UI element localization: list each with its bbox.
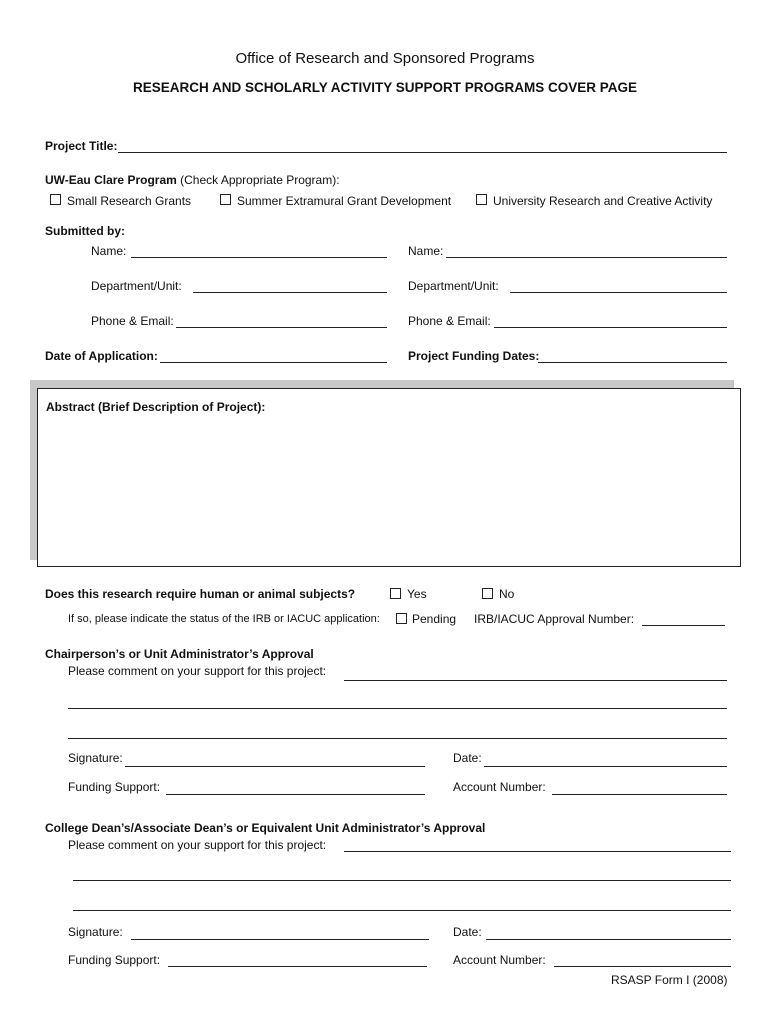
subjects-question: Does this research require human or animal subjects? xyxy=(45,587,356,601)
summer-grant-checkbox[interactable] xyxy=(220,194,231,205)
small-research-grants-label: Small Research Grants xyxy=(67,194,192,208)
project-title-label: Project Title: xyxy=(45,139,118,153)
abstract-label: Abstract (Brief Description of Project): xyxy=(46,400,266,414)
program-heading xyxy=(45,173,340,187)
pending-label: Pending xyxy=(412,612,457,626)
department-field-2[interactable] xyxy=(510,292,727,293)
chair-funding-field[interactable] xyxy=(166,794,425,795)
dean-funding-field[interactable] xyxy=(168,966,427,967)
small-research-grants-checkbox[interactable] xyxy=(50,194,61,205)
approval-number-label: IRB/IACUC Approval Number: xyxy=(474,612,635,626)
chair-account-label: Account Number: xyxy=(453,780,546,794)
abstract-shadow-top xyxy=(30,380,734,388)
chair-date-label: Date: xyxy=(453,751,482,765)
dean-account-label: Account Number: xyxy=(453,953,546,967)
dean-signature-field[interactable] xyxy=(131,939,429,940)
dean-approval-heading: College Dean’s/Associate Dean’s or Equivalent Unit Administrator’s Approval xyxy=(45,821,486,835)
chair-funding-label: Funding Support: xyxy=(68,780,161,794)
chair-signature-field[interactable] xyxy=(125,766,425,767)
project-funding-dates-label: Project Funding Dates: xyxy=(408,349,540,363)
project-funding-dates-field[interactable] xyxy=(538,362,727,363)
chair-approval-heading: Chairperson’s or Unit Administrator’s Approval xyxy=(45,647,314,661)
chair-comment-line-2[interactable] xyxy=(68,708,727,709)
abstract-shadow-left xyxy=(30,380,37,560)
pending-checkbox[interactable] xyxy=(396,613,407,624)
page-title: RESEARCH AND SCHOLARLY ACTIVITY SUPPORT PROGRAMS COVER PAGE xyxy=(132,80,638,95)
phone-email-label-1: Phone & Email: xyxy=(91,314,174,328)
department-label-2: Department/Unit: xyxy=(408,279,499,293)
no-checkbox[interactable] xyxy=(482,588,493,599)
chair-account-field[interactable] xyxy=(552,794,727,795)
program-label: UW-Eau Clare Program xyxy=(45,173,177,187)
dean-funding-label: Funding Support: xyxy=(68,953,161,967)
program-hint: (Check Appropriate Program): xyxy=(180,173,340,187)
chair-comment-line-1[interactable] xyxy=(344,680,727,681)
chair-signature-label: Signature: xyxy=(68,751,123,765)
phone-email-label-2: Phone & Email: xyxy=(408,314,491,328)
yes-checkbox[interactable] xyxy=(390,588,401,599)
date-of-application-field[interactable] xyxy=(160,362,387,363)
phone-email-field-2[interactable] xyxy=(494,327,727,328)
dean-comment-line-2[interactable] xyxy=(73,880,731,881)
office-title: Office of Research and Sponsored Programs xyxy=(235,50,535,67)
name-field-1[interactable] xyxy=(131,257,387,258)
yes-label: Yes xyxy=(407,587,427,601)
department-label-1: Department/Unit: xyxy=(91,279,182,293)
university-research-checkbox[interactable] xyxy=(476,194,487,205)
phone-email-field-1[interactable] xyxy=(176,327,387,328)
no-label: No xyxy=(499,587,515,601)
dean-comment-line-1[interactable] xyxy=(344,851,731,852)
name-label-2: Name: xyxy=(408,244,444,258)
date-of-application-label: Date of Application: xyxy=(45,349,158,363)
dean-comment-prompt: Please comment on your support for this project: xyxy=(68,838,327,852)
university-research-label: University Research and Creative Activity xyxy=(493,194,713,208)
name-field-2[interactable] xyxy=(446,257,727,258)
name-label-1: Name: xyxy=(91,244,127,258)
department-field-1[interactable] xyxy=(193,292,387,293)
chair-comment-prompt: Please comment on your support for this project: xyxy=(68,664,327,678)
form-identifier: RSASP Form I (2008) xyxy=(611,973,728,987)
summer-grant-label: Summer Extramural Grant Development xyxy=(237,194,452,208)
project-title-field[interactable] xyxy=(118,152,727,153)
dean-signature-label: Signature: xyxy=(68,925,123,939)
chair-comment-line-3[interactable] xyxy=(68,738,727,739)
chair-date-field[interactable] xyxy=(484,766,727,767)
dean-comment-line-3[interactable] xyxy=(73,910,731,911)
submitted-by-label: Submitted by: xyxy=(45,224,125,238)
abstract-box[interactable] xyxy=(37,388,741,567)
dean-date-label: Date: xyxy=(453,925,482,939)
approval-number-field[interactable] xyxy=(642,625,725,626)
dean-date-field[interactable] xyxy=(486,939,731,940)
irb-prompt: If so, please indicate the status of the IRB or IACUC application: xyxy=(68,613,380,625)
dean-account-field[interactable] xyxy=(554,966,731,967)
